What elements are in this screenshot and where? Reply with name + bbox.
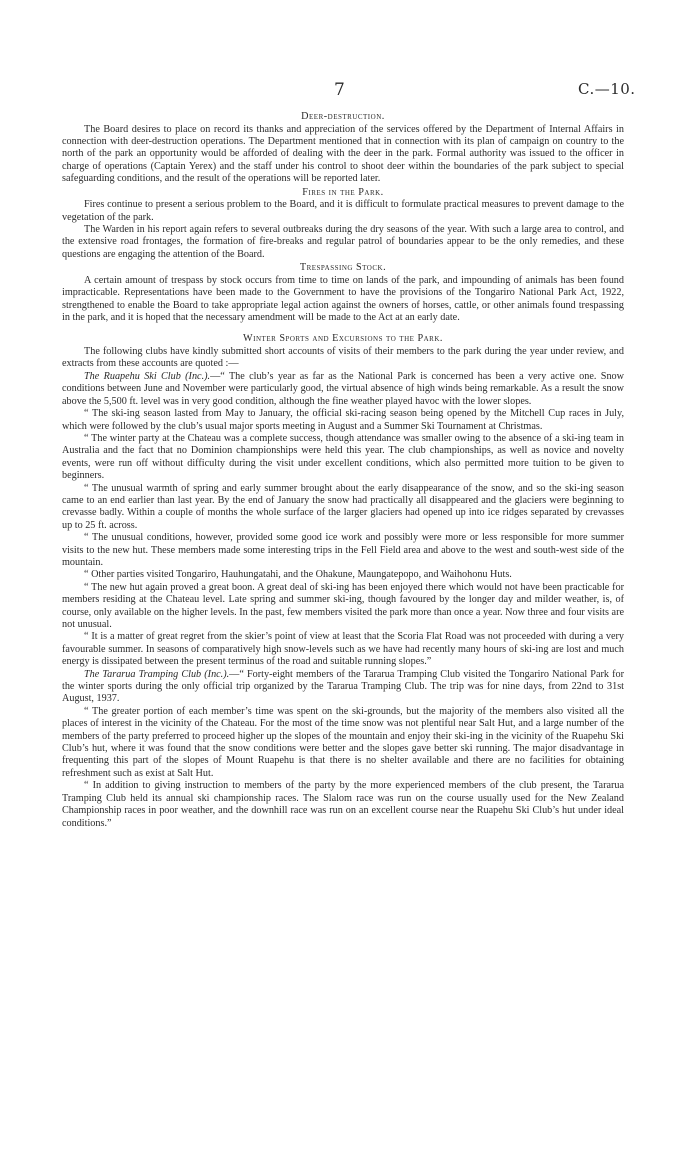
paragraph-text: “ Other parties visited Tongariro, Hauhungatahi, and the Ohakune, Maungatepopo, and Waihohonu Huts. [84,569,512,581]
paragraph-text: “ The unusual warmth of spring and early summer brought about the early disappearance of the snow, and so the ski-ing season came to an end earlier than last year. By the end of January the snow had practically all disappeared and the glaciers were beginning to crevasse badly. Within a couple of months the whole surface of the larger glaciers had opened up into ice ridges separated by crevasses up to 25 ft. across. [62,482,624,531]
paragraph [62,275,624,325]
paragraph-text: “ The winter party at the Chateau was a complete success, though attendance was smaller owing to the absence of a ski-ing team in Australia and the fact that no Dominion championships were held this year. The club championships, as well as novice and novelty events, were run off without difficulty during the visit under excellent conditions, which also permitted more tuition to be given to beginners. [62,432,624,482]
paragraph [62,532,624,569]
paragraph [62,199,624,224]
paragraph [62,408,624,433]
paragraph [62,706,624,780]
section-heading-fires: Fires in the Park. [302,186,384,198]
document-reference: C.—10. [578,80,636,98]
paragraph [62,483,624,533]
paragraph [62,780,624,830]
paragraph [62,124,624,186]
paragraph [62,433,624,483]
paragraph-text: The Board desires to place on record its thanks and appreciation of the services offered by the Department of Internal Affairs in connection with deer-destruction operations. The Department mentioned that in connection with its plan of campaign on country to the north of the park an opportunity would be afforded of dealing with the deer in the park. Formal authority was issued to the officer in charge of operations (Captain Yerex) and the staff under his control to shoot deer within the boundaries of the park subject to special safeguarding conditions, and the result of the operations will be reported later. [62,123,624,185]
paragraph-text: Fires continue to present a serious problem to the Board, and it is difficult to formulate practical measures to prevent damage to the vegetation of the park. [62,199,624,223]
paragraph [62,631,624,668]
paragraph [62,224,624,261]
paragraph [62,371,624,408]
paragraph-text: A certain amount of trespass by stock occurs from time to time on lands of the park, and impounding of animals has been found impracticable. Representations have been made to the Government to have the provisions of the Tongariro National Park Act, 1922, strengthened to enable the Board to take appropriate legal action against the owners of horses, cattle, or other animals found trespassing in the park, and it is hoped that the necessary amendment will be made to the Act at an early date. [62,274,624,324]
paragraph-text: “ In addition to giving instruction to members of the party by the more experienced members of the club present, the Tararua Tramping Club held its annual ski championship races. The Slalom race was run on the course usually used for the New Zealand Championship races in poor weather, and the downhill race was run on an excellent course near the Ruapehu Ski Club’s hut under ideal conditions.” [62,780,624,829]
paragraph-text: —“ The club’s year as far as the National Park is concerned has been a very active one. Snow conditions between June and November were particularly good, the virtual absence of high winds being remarkable. As a result the snow above the 5,500 ft. level was in very good condition, although the fine weather played havoc with the lower slopes. [62,370,625,407]
club-name-tararua: The Tararua Tramping Club (Inc.). [84,668,230,680]
paragraph [62,582,624,632]
section-heading-winter-sports: Winter Sports and Excursions to the Park. [243,333,443,345]
paragraph [62,569,624,581]
paragraph-text: “ The new hut again proved a great boon. A great deal of ski-ing has been enjoyed there which would not have been practicable for members residing at the Chateau level. Late spring and summer ski-ing, though favoured by the longer day and milder weather, is, of course, only available on the higher levels. In the past, few members visited the park more than once a year. Now three and four visits are not unusual. [62,581,624,630]
paragraph-text: “ The ski-ing season lasted from May to January, the official ski-racing season being opened by the Mitchell Cup races in July, which were followed by the club’s usual major sports meeting in August and a Summer Ski Tournament at Christmas. [62,408,624,432]
paragraph-text: The Warden in his report again refers to several outbreaks during the dry seasons of the year. With such a large area to control, and the extensive road frontages, the formation of fire-breaks and regular patrol of boundaries appear to be the only remedies, and these questions are engaging the attention of the Board. [62,224,624,260]
paragraph-text: —“ Forty-eight members of the Tararua Tramping Club visited the Tongariro National Park for the winter sports during the only official trip organized by the Tararua Tramping Club. The trip was for nine days, from 22nd to 31st August, 1937. [62,668,624,705]
page-number: 7 [334,80,345,100]
page-header [0,80,700,100]
paragraph-text: The following clubs have kindly submitted short accounts of visits of their members to the park during the year under review, and extracts from these accounts are quoted :— [62,346,624,370]
paragraph-text: “ The unusual conditions, however, provided some good ice work and possibly were more or less responsible for more summer visits to the new hut. These members made some interesting trips in the Fell Field area and above to the west and south-west side of the mountain. [62,532,624,568]
paragraph-text: “ It is a matter of great regret from the skier’s point of view at least that the Scoria Flat Road was not proceeded with during a very favourable summer. In seasons of comparatively high snow-levels such as we have had recently many hours of ski-ing are lost and much energy is dissipated between the present terminus of the road and suitable running slopes.” [62,631,624,668]
paragraph [62,346,624,371]
paragraph-text: “ The greater portion of each member’s time was spent on the ski-grounds, but the majority of the members also visited all the places of interest in the vicinity of the Chateau. For the most of the time snow was not plentiful near Salt Hut, and a large number of the members of the party preferred to proceed higher up the slopes of the mountain and enjoy their ski-ing in the vicinity of the Ruapehu Ski Club’s hut, where it was found that the snow conditions were better and the slopes gave better ski running. The major disadvantage in frequenting this part of the slopes of Mount Ruapehu is that there is no shelter available and there are no facilities for obtaining refreshment such as exist at Salt Hut. [62,705,624,779]
club-name-ruapehu: The Ruapehu Ski Club (Inc.). [84,370,211,382]
paragraph [62,669,624,706]
section-heading-trespassing-stock: Trespassing Stock. [299,262,387,274]
document-body [62,110,624,830]
section-heading-deer-destruction: Deer-destruction. [301,111,385,122]
